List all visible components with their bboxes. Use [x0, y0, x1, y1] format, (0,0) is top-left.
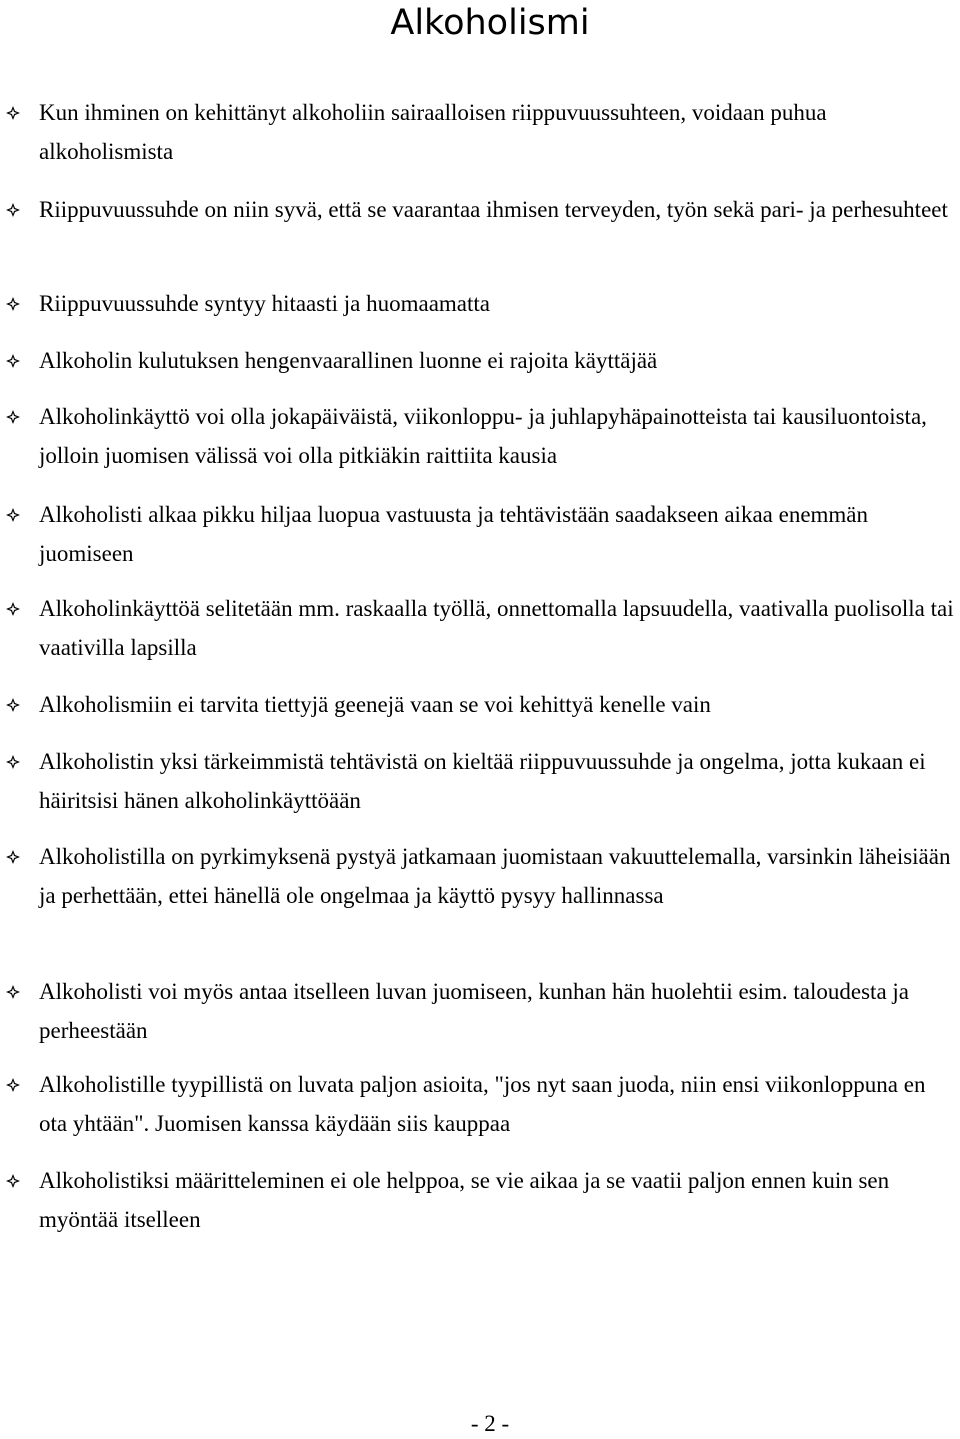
diamond-star-bullet-icon [5, 697, 21, 713]
bullet-text: Alkoholinkäyttöä selitetään mm. raskaalla työllä, onnettomalla lapsuudella, vaativalla puolisolla tai vaativilla lapsilla [39, 596, 954, 660]
bullet-text: Alkoholistin yksi tärkeimmistä tehtävistä on kieltää riippuvuussuhde ja ongelma, jotta kukaan ei häiritsisi hänen alkoholinkäyttöään [39, 749, 926, 813]
bullet-text: Alkoholistilla on pyrkimyksenä pystyä jatkamaan juomistaan vakuuttelemalla, varsinkin läheisiään ja perhettään, ettei hänellä ole ongelmaa ja käyttö pysyy hallinnassa [39, 844, 951, 908]
bullet-text: Alkoholismiin ei tarvita tiettyjä geenejä vaan se voi kehittyä kenelle vain [39, 692, 711, 717]
bullet-text: Kun ihminen on kehittänyt alkoholiin sairaalloisen riippuvuussuhteen, voidaan puhua alkoholismista [39, 100, 827, 164]
diamond-star-bullet-icon [5, 984, 21, 1000]
diamond-star-bullet-icon [5, 601, 21, 617]
diamond-star-bullet-icon [5, 296, 21, 312]
bullet-text: Alkoholin kulutuksen hengenvaarallinen luonne ei rajoita käyttäjää [39, 348, 658, 373]
page-title: Alkoholismi [390, 3, 590, 43]
bullet-text: Riippuvuussuhde on niin syvä, että se vaarantaa ihmisen terveyden, työn sekä pari- ja perhesuhteet [39, 197, 948, 222]
bullet-text: Alkoholistiksi määritteleminen ei ole helppoa, se vie aikaa ja se vaatii paljon ennen kuin sen myöntää itselleen [39, 1168, 890, 1232]
bullet-text: Alkoholisti voi myös antaa itselleen luvan juomiseen, kunhan hän huolehtii esim. taloudesta ja perheestään [39, 979, 910, 1043]
diamond-star-bullet-icon [5, 849, 21, 865]
diamond-star-bullet-icon [5, 754, 21, 770]
diamond-star-bullet-icon [5, 1077, 21, 1093]
diamond-star-bullet-icon [5, 353, 21, 369]
bullet-text: Alkoholisti alkaa pikku hiljaa luopua vastuusta ja tehtävistään saadakseen aikaa enemmän juomiseen [39, 502, 869, 566]
diamond-star-bullet-icon [5, 507, 21, 523]
bullet-text: Alkoholistille tyypillistä on luvata paljon asioita, "jos nyt saan juoda, niin ensi viikonloppuna en ota yhtään". Juomisen kanssa käydään siis kauppaa [39, 1072, 926, 1136]
diamond-star-bullet-icon [5, 409, 21, 425]
bullet-text: Riippuvuussuhde syntyy hitaasti ja huomaamatta [39, 291, 490, 316]
diamond-star-bullet-icon [5, 105, 21, 121]
bullet-text: Alkoholinkäyttö voi olla jokapäiväistä, viikonloppu- ja juhlapyhäpainotteista tai kausiluontoista, jolloin juomisen välissä voi olla pitkiäkin raittiita kausia [39, 404, 927, 468]
diamond-star-bullet-icon [5, 1173, 21, 1189]
diamond-star-bullet-icon [5, 202, 21, 218]
page-number: - 2 - [470, 1411, 510, 1436]
